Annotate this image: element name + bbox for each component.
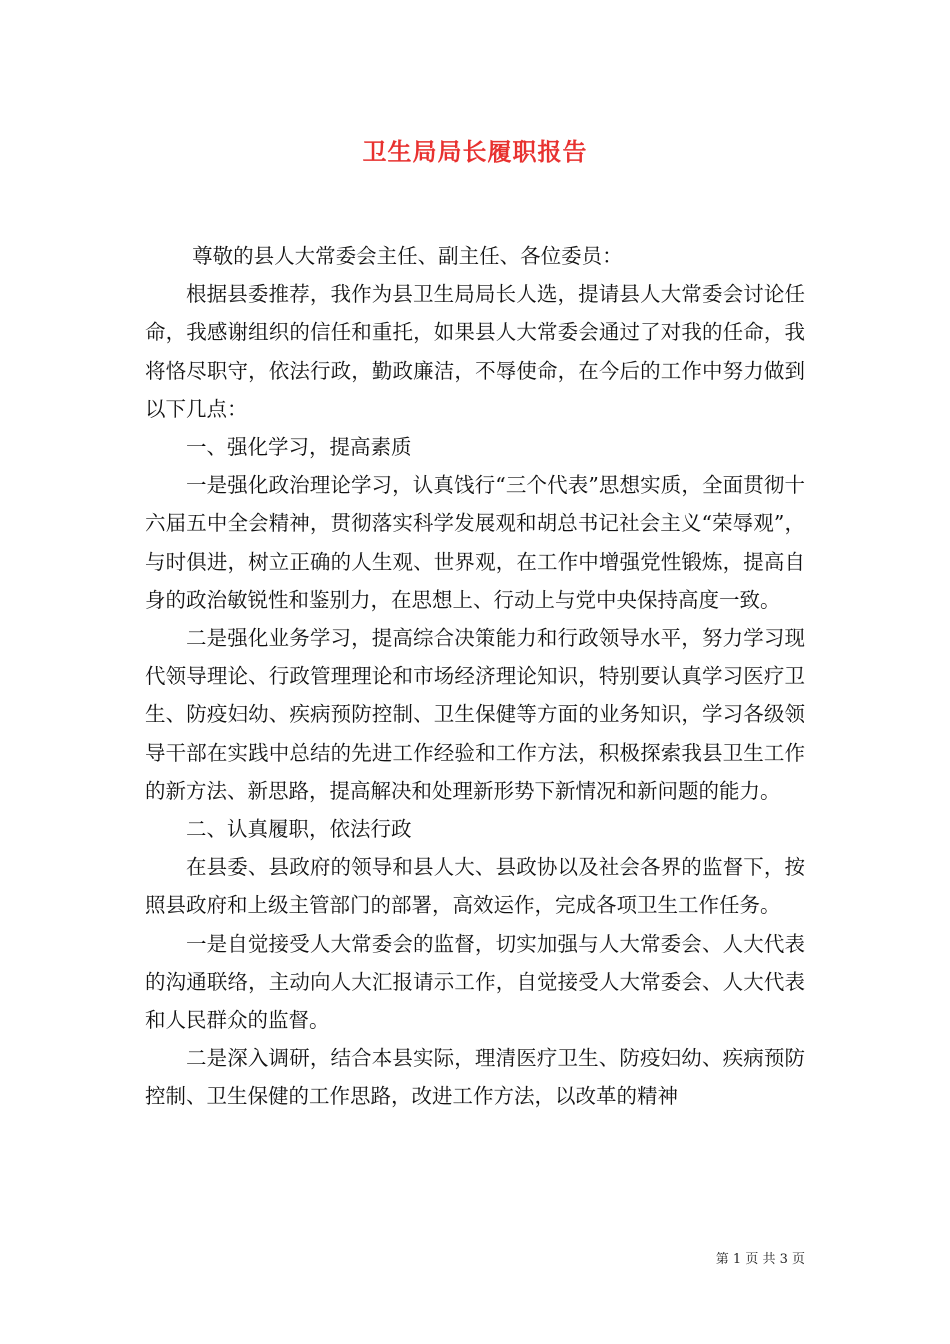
page-number: 第 1 页 共 3 页 bbox=[715, 1252, 805, 1267]
body-paragraph: 一是强化政治理论学习，认真饯行“三个代表”思想实质，全面贯彻十六届五中全会精神，贯彻落实科学发展观和胡总书记社会主义“荣辱观”，与时俱进，树立正确的人生观、世界观，在工作中增强党性锻炼，提高自身的政治敏锐性和鉴别力，在思想上、行动上与党中央保持高度一致。 bbox=[145, 473, 805, 612]
document-title: 卫生局局长履职报告 bbox=[362, 137, 588, 166]
document-body bbox=[145, 237, 805, 1116]
intro-paragraph: 根据县委推荐，我作为县卫生局局长人选，提请县人大常委会讨论任命，我感谢组织的信任和重托，如果县人大常委会通过了对我的任命，我将恪尽职守，依法行政，勤政廉洁，不辱使命，在今后的工作中努力做到以下几点： bbox=[145, 282, 805, 421]
body-paragraph: 一是自觉接受人大常委会的监督，切实加强与人大常委会、人大代表的沟通联络，主动向人大汇报请示工作，自觉接受人大常委会、人大代表和人民群众的监督。 bbox=[145, 931, 805, 1033]
section-heading-1: 一、强化学习，提高素质 bbox=[186, 435, 412, 460]
body-paragraph: 在县委、县政府的领导和县人大、县政协以及社会各界的监督下，按照县政府和上级主管部门的部署，高效运作，完成各项卫生工作任务。 bbox=[145, 855, 805, 918]
section-heading-2: 二、认真履职，依法行政 bbox=[186, 817, 412, 842]
salutation-paragraph: 尊敬的县人大常委会主任、副主任、各位委员： bbox=[192, 244, 623, 268]
body-paragraph: 二是强化业务学习，提高综合决策能力和行政领导水平，努力学习现代领导理论、行政管理理论和市场经济理论知识，特别要认真学习医疗卫生、防疫妇幼、疾病预防控制、卫生保健等方面的业务知识，学习各级领导干部在实践中总结的先进工作经验和工作方法，积极探索我县卫生工作的新方法、新思路，提高解决和处理新形势下新情况和新问题的能力。 bbox=[145, 626, 805, 803]
body-paragraph: 二是深入调研，结合本县实际，理清医疗卫生、防疫妇幼、疾病预防控制、卫生保健的工作思路，改进工作方法，以改革的精神 bbox=[145, 1046, 805, 1109]
